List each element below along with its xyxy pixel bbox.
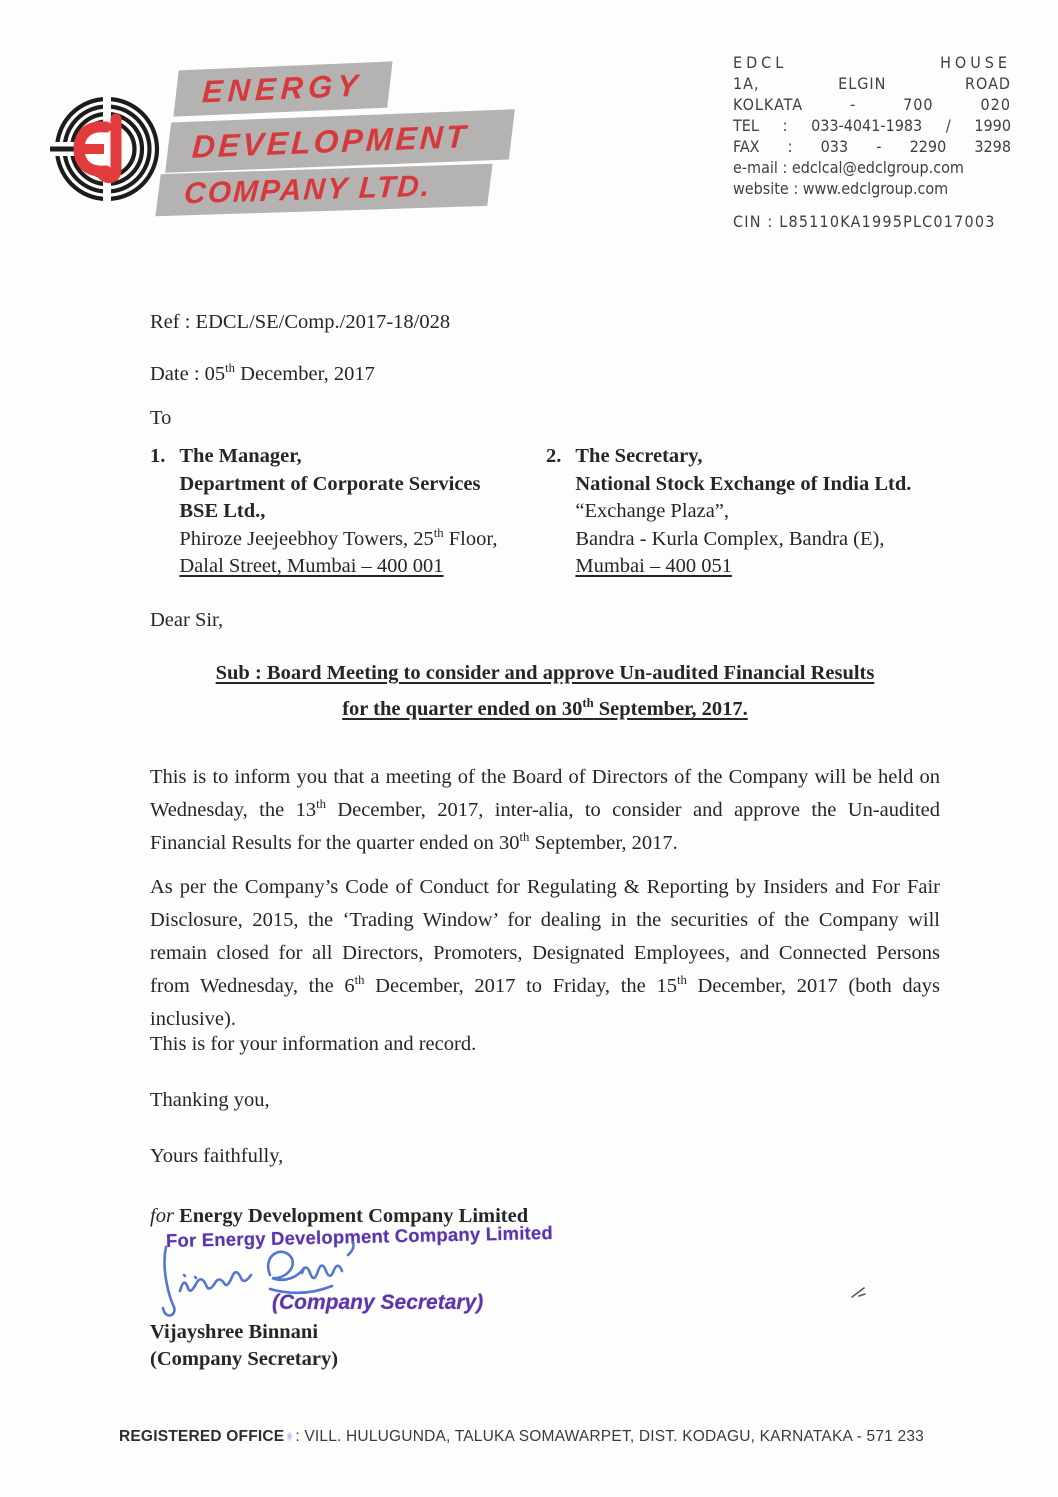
banner-energy-text: ENERGY [201, 67, 364, 110]
address-line: KOLKATA - 700 020 [733, 95, 1011, 114]
banner-development [165, 109, 515, 172]
company-stamp-line1: For Energy Development Company Limited [165, 1221, 554, 1252]
registered-office-address: VILL. HULUGUNDA, TALUKA SOMAWARPET, DIST. KODAGU, KARNATAKA - 571 233 [304, 1428, 924, 1445]
addressee-number: 2. [546, 445, 562, 467]
signature-block [150, 1205, 940, 1375]
paragraph-trading-window: As per the Company’s Code of Conduct for Regulating & Reporting by Insiders and For Fair Disclosure, 2015, the ‘Trading Window’ for dealing in the securities of the Company will remain closed for all Directors, Promoters, Designated Employees, and Connected Persons from Wednesday, the 6th December, 2017 to Friday, the 15th December, 2017 (both days inclusive). [150, 876, 940, 1030]
header-address-block [733, 52, 1011, 232]
reference-line: Ref : EDCL/SE/Comp./2017-18/028 [150, 311, 451, 333]
banner-company-ltd [155, 164, 492, 217]
subject-line-2: for the quarter ended on 30th September, 2017. [342, 696, 748, 720]
thanking-line: Thanking you, [150, 1089, 270, 1111]
ink-smudge [286, 1431, 293, 1442]
pen-mark-artifact [850, 1284, 872, 1300]
edcl-logo-icon [48, 86, 172, 212]
registered-office-footer [119, 1428, 979, 1446]
footer-separator: : [295, 1428, 300, 1445]
company-stamp-line2: (Company Secretary) [272, 1291, 484, 1314]
subject-line-1: Sub : Board Meeting to consider and approve Un-audited Financial Results [215, 662, 875, 684]
banner-development-text: DEVELOPMENT [191, 117, 470, 165]
salutation: Dear Sir, [150, 609, 224, 631]
address-line-email: e-mail : edclcal@edclgroup.com [733, 158, 964, 177]
addressee-lines: The Manager, Department of Corporate Services BSE Ltd., Phiroze Jeejeebhoy Towers, 25th Floor, Dalal Street, Mumbai – 400 001 [179, 445, 498, 577]
paragraph-record: This is for your information and record. [150, 1033, 477, 1055]
closing-line: Yours faithfully, [150, 1145, 284, 1167]
addressee-number: 1. [150, 445, 166, 467]
signatory-name: Vijayshree Binnani [150, 1321, 319, 1343]
subject-block [150, 655, 940, 727]
addressee-bse [150, 443, 498, 581]
signed-for-line: for Energy Development Company Limited [150, 1205, 529, 1227]
date-line: Date : 05th December, 2017 [150, 361, 375, 385]
banner-company-ltd-text: COMPANY LTD. [183, 169, 433, 211]
address-line-tel: TEL : 033-4041-1983 / 1990 [733, 116, 1011, 135]
address-line: EDCL HOUSE [733, 53, 1011, 72]
paragraph-board-meeting: This is to inform you that a meeting of the Board of Directors of the Company will be held on Wednesday, the 13th December, 2017, inter-alia, to consider and approve the Un-audited Financial Results for the quarter ended on 30th September, 2017. [150, 766, 940, 854]
registered-office-label: REGISTERED OFFICE [119, 1428, 285, 1445]
address-line-cin: CIN : L85110KA1995PLC017003 [733, 212, 996, 231]
banner-energy [173, 61, 392, 116]
address-line: 1A, ELGIN ROAD [733, 74, 1011, 93]
addressee-nse [546, 443, 911, 581]
address-line-fax: FAX : 033 - 2290 3298 [733, 137, 1011, 156]
address-line-website: website : www.edclgroup.com [733, 179, 949, 198]
addressees-row [150, 443, 940, 577]
signatory-title: (Company Secretary) [150, 1348, 339, 1370]
addressee-lines: The Secretary, National Stock Exchange of India Ltd. “Exchange Plaza”, Bandra - Kurla Complex, Bandra (E), Mumbai – 400 051 [575, 445, 912, 577]
to-label: To [150, 407, 172, 429]
